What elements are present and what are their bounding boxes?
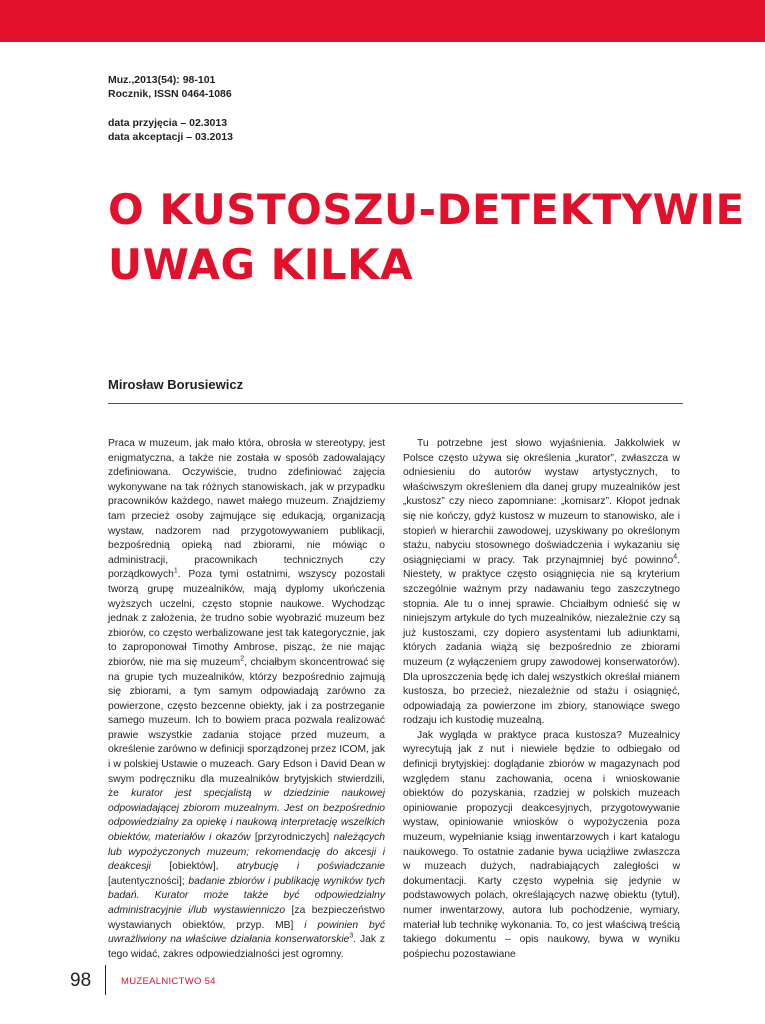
paragraph: Jak wygląda w praktyce praca kustosza? Muzealnicy wyrecytują jak z nut i niewiele będzie to odbiegało od definicji brytyjskiej: doglądanie zbiorów w magazynach pod względem stanu zachowania, ocena i wnioskowanie obiektów do pozyskania, rzadziej w polskich muzeach opiniowanie propozycji deakcesyjnych, przygotowywanie wystaw, opiniowanie wniosków o wypożyczenia poza muzeum, wypełnianie ksiąg inwentarzowych i kart katalogu naukowego. To ostatnie zadanie bywa uciążliwe zwłaszcza w muzeach dużych, nadrabiających zaległości w dokumentacji. Karty często wypełnia się jedynie w podstawowych polach, określających nazwę obiektu (tytuł), numer inwentarzowy, autora lub pochodzenie, wymiary, materiał lub technikę wykonania. To, co jest właściwą treścią takiego dokumentu – opis naukowy, bywa w wyniku pośpiechu pozostawiane (403, 729, 680, 960)
text-column-left (108, 437, 385, 962)
journal-name: MUZEALNICTWO 54 (121, 976, 216, 987)
paragraph: Praca w muzeum, jak mało która, obrosła w stereotypy, jest enigmatyczna, a także nie została w sposób zadowalający zdefiniowana. Oczywiście, trudno zdefiniować zajęcia wykonywane na tak różnych stanowiskach, jak w przypadku pracowników każdego, nawet małego muzeum. Znajdziemy tam przecież osoby zajmujące się edukacją, organizacją wystaw, nadzorem nad przygotowywaniem publikacji, bezpośrednią opieką nad zbiorami, nie mówiąc o administracji, pracownikach technicznych czy porządkowych$^1$. Poza tymi ostatnimi, wszyscy pozostali tworzą grupę muzealników, mają dyplomy ukończenia wyższych uczelni, często stopnie naukowe. Wychodząc jednak z założenia, że trudno sobie wyobrazić muzeum bez zbiorów, co często werbalizowane jest tak kategorycznie, jak to zaproponował Timothy Ambrose, pisząc, że nie mając zbiorów, nie ma się muzeum$^2$, chciałbym skoncentrować się na grupie tych muzealników, którzy bezpośrednio zajmują się zbiorami, a tym samym odpowiadają zarówno za powierzone, często bezcenne obiekty, jak i za postrzeganie samego muzeum. Ich to bowiem praca pozwala realizować prawie wszystkie zadania stojące przed muzeum, a określenie zarówno w definicji sporządzonej przez ICOM, jak i w polskiej Ustawie o muzeach. Gary Edson i David Dean w swym podręczniku dla muzealników brytyjskich stwierdzili, że kurator jest specjalistą w dziedzinie naukowej odpowiadającej zbiorom muzealnym. Jest on bezpośrednio odpowiedzialny za opiekę i naukową interpretację wszelkich obiektów, materiałów i okazów [przyrodniczych] należących lub wypożyczonych muzeum; rekomendację do akcesji i deakcesji [obiektów], atrybucję i poświadczanie [autentyczności]; badanie zbiorów i publikację wyników tych badań. Kurator może także być odpowiedzialny administracyjnie i/lub wystawienniczo [za bezpieczeństwo wystawianych obiektów, przyp. MB] i powinien być uwrażliwiony na właściwe działania konserwatorskie$^3$. Jak z tego widać, zakres odpowiedzialności jest ogromny. (108, 438, 386, 960)
footer-divider (105, 965, 106, 995)
citation-block (108, 74, 232, 101)
footnote-ref[interactable]: 4 (673, 553, 678, 561)
footnote-ref[interactable]: 3 (349, 932, 354, 940)
paragraph: Tu potrzebne jest słowo wyjaśnienia. Jakkolwiek w Polsce często używa się określenia „kurator”, zwłaszcza w odniesieniu do autorów wystaw artystycznych, to właściwszym określeniem dla danej grupy muzealników jest „kustosz” czy nieco zapomniane: „komisarz”. Kłopot jednak się nie kończy, gdyż kustosz w muzeum to stanowisko, ale i stopień w hierarchii zawodowej, uzyskiwany po określonym stażu, nabyciu stosownego doświadczenia i wykazaniu się osiągnięciami w pracy. Tak przynajmniej być powinno$^4$. Niestety, w praktyce często osiągnięcia nie są kryterium szczególnie ważnym przy nadawaniu tego zaszczytnego stopnia. Ale tu o innej sprawie. Chciałbym odnieść się w niniejszym artykule do tych muzealników, niezależnie czy są już kustoszami, czy dopiero asystentami lub adiunktami, których zadania wiążą się bezpośrednio ze zbiorami muzeum (z wyłączeniem grupy zawodowej konserwatorów). Dla uproszczenia będę ich dalej wszystkich określał mianem kustosza, bo przecież, niezależnie od stażu i osiągnięć, odpowiadają za powierzone im zbiory, stanowiące swego rodzaju ich kustodię muzealną. (403, 438, 680, 727)
citation-line: Muz.,2013(54): 98-101 (108, 74, 216, 86)
dates-block (108, 117, 233, 144)
accepted-date: data akceptacji – 03.2013 (108, 130, 233, 143)
title-line-1: O KUSTOSZU-DETEKTYWIE (108, 185, 745, 234)
title-line-2: UWAG KILKA (108, 240, 414, 289)
top-accent-bar (0, 0, 765, 42)
article-title (108, 182, 745, 292)
issn-line: Rocznik, ISSN 0464-1086 (108, 87, 232, 100)
page-number: 98 (70, 970, 92, 991)
author-name: Mirosław Borusiewicz (108, 377, 244, 392)
title-divider (108, 403, 683, 404)
footnote-ref[interactable]: 1 (173, 567, 178, 575)
footnote-ref[interactable]: 2 (240, 655, 245, 663)
text-column-right (403, 437, 680, 962)
received-date: data przyjęcia – 02.3013 (108, 117, 228, 129)
